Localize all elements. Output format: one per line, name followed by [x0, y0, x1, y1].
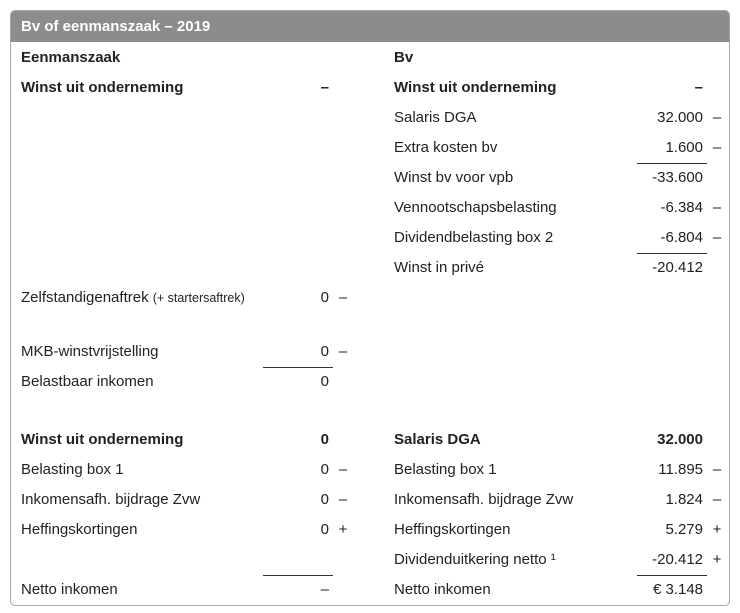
left-row-label: Belastbaar inkomen [21, 373, 154, 390]
minus-operator: – [712, 461, 722, 478]
right-row-label: Winst in privé [394, 259, 485, 276]
plus-operator: + [712, 551, 722, 568]
minus-operator: – [338, 491, 348, 508]
plus-operator: + [338, 521, 348, 538]
right-net-value: -20.412 [652, 551, 703, 568]
sum-rule [263, 367, 333, 368]
right-net-label: Inkomensafh. bijdrage Zvw [394, 491, 574, 508]
right-heading: Bv [394, 49, 414, 66]
minus-operator: – [338, 461, 348, 478]
left-net-label: Inkomensafh. bijdrage Zvw [21, 491, 201, 508]
right-net-label: Belasting box 1 [394, 461, 497, 478]
left-net-value: 0 [320, 461, 329, 478]
left-row-value: 0 [320, 289, 329, 306]
sum-rule [637, 253, 707, 254]
sum-rule [637, 163, 707, 164]
right-row-label: Extra kosten bv [394, 139, 498, 156]
right-net-value: 1.824 [665, 491, 703, 508]
right-row-label: Winst bv voor vpb [394, 169, 514, 186]
left-row-value: 0 [320, 343, 329, 360]
right-row-value: -20.412 [652, 259, 703, 276]
left-net-value: 0 [320, 521, 329, 538]
right-row-label: Winst uit onderneming [394, 79, 557, 96]
right-net-value: 5.279 [665, 521, 703, 538]
left-row-label: Winst uit onderneming [21, 79, 184, 96]
table-title: Bv of eenmanszaak – 2019 [11, 11, 729, 42]
sum-rule [637, 575, 707, 576]
minus-operator: – [338, 289, 348, 306]
right-net-value: 32.000 [657, 431, 703, 448]
plus-operator: + [712, 521, 722, 538]
left-net-label: Winst uit onderneming [21, 431, 184, 448]
minus-operator: – [712, 491, 722, 508]
right-row-value: – [694, 79, 703, 96]
comparison-table [10, 10, 730, 606]
right-net-label: Heffingskortingen [394, 521, 511, 538]
right-net-label: Salaris DGA [394, 431, 481, 448]
left-net-label: Belasting box 1 [21, 461, 124, 478]
right-net-value: 11.895 [658, 461, 703, 478]
left-net-value: 0 [320, 431, 329, 448]
left-net-label: Netto inkomen [21, 581, 118, 598]
right-net-label: Netto inkomen [394, 581, 491, 598]
right-row-value: -6.384 [660, 199, 703, 216]
minus-operator: – [712, 199, 722, 216]
left-row-value: 0 [320, 373, 329, 390]
left-net-value: 0 [320, 491, 329, 508]
right-net-label: Dividenduitkering netto ¹ [394, 551, 556, 568]
minus-operator: – [712, 229, 722, 246]
minus-operator: – [712, 109, 722, 126]
right-row-value: -33.600 [652, 169, 703, 186]
minus-operator: – [338, 343, 348, 360]
sum-rule [263, 575, 333, 576]
right-row-value: -6.804 [660, 229, 703, 246]
left-row-label: MKB-winstvrijstelling [21, 343, 159, 360]
minus-operator: – [712, 139, 722, 156]
right-row-label: Vennootschapsbelasting [394, 199, 557, 216]
left-net-value: – [320, 581, 329, 598]
right-net-value: € 3.148 [652, 581, 703, 598]
right-row-value: 32.000 [657, 109, 703, 126]
left-row-value: – [320, 79, 329, 96]
left-row-label: Zelfstandigenaftrek (+ startersaftrek) [21, 289, 245, 306]
right-row-label: Dividendbelasting box 2 [394, 229, 554, 246]
left-net-label: Heffingskortingen [21, 521, 138, 538]
left-heading: Eenmanszaak [21, 49, 121, 66]
right-row-label: Salaris DGA [394, 109, 477, 126]
right-row-value: 1.600 [665, 139, 703, 156]
